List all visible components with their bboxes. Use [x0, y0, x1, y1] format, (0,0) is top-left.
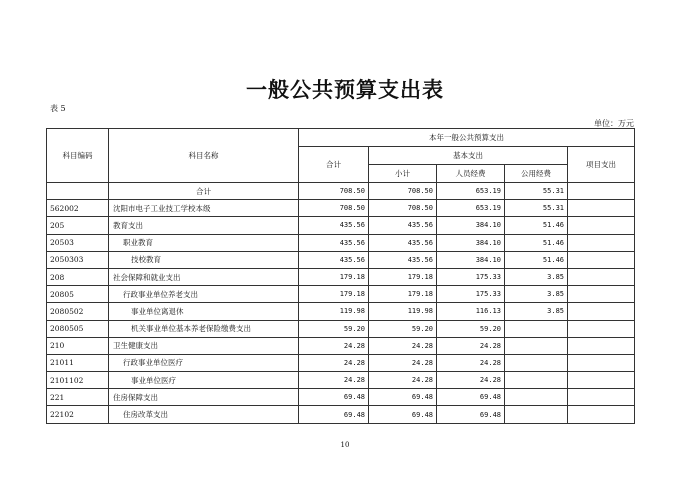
cell-subtotal: 69.48 — [369, 389, 437, 406]
cell-code: 2101102 — [47, 372, 109, 389]
header-code: 科目编码 — [47, 129, 109, 183]
table-row — [47, 217, 635, 234]
cell-name: 行政事业单位医疗 — [109, 354, 299, 371]
cell-name: 教育支出 — [109, 217, 299, 234]
cell-public — [505, 320, 568, 337]
budget-table — [46, 128, 635, 424]
cell-project — [568, 303, 635, 320]
cell-code: 22102 — [47, 406, 109, 423]
cell-subtotal: 708.50 — [369, 200, 437, 217]
cell-public: 55.31 — [505, 200, 568, 217]
cell-subtotal: 119.98 — [369, 303, 437, 320]
cell-public: 51.46 — [505, 234, 568, 251]
cell-personnel: 384.10 — [437, 234, 505, 251]
cell-project — [568, 372, 635, 389]
cell-total: 708.50 — [299, 200, 369, 217]
cell-total: 119.98 — [299, 303, 369, 320]
cell-personnel: 59.20 — [437, 320, 505, 337]
cell-project — [568, 217, 635, 234]
table-row — [47, 234, 635, 251]
cell-personnel: 24.28 — [437, 372, 505, 389]
cell-personnel: 24.28 — [437, 354, 505, 371]
cell-project — [568, 200, 635, 217]
cell-public — [505, 389, 568, 406]
cell-personnel: 69.48 — [437, 389, 505, 406]
cell-code — [47, 183, 109, 200]
cell-personnel: 384.10 — [437, 217, 505, 234]
cell-project — [568, 234, 635, 251]
cell-project — [568, 286, 635, 303]
header-name: 科目名称 — [109, 129, 299, 183]
cell-public: 3.85 — [505, 286, 568, 303]
cell-name: 事业单位离退休 — [109, 303, 299, 320]
cell-project — [568, 337, 635, 354]
cell-project — [568, 251, 635, 268]
cell-code: 2050303 — [47, 251, 109, 268]
cell-personnel: 116.13 — [437, 303, 505, 320]
cell-public: 51.46 — [505, 251, 568, 268]
cell-total: 59.20 — [299, 320, 369, 337]
table-row — [47, 268, 635, 285]
cell-subtotal: 24.28 — [369, 337, 437, 354]
cell-total: 24.28 — [299, 337, 369, 354]
cell-personnel: 69.48 — [437, 406, 505, 423]
cell-project — [568, 268, 635, 285]
table-row — [47, 320, 635, 337]
table-body — [47, 183, 635, 424]
cell-total: 435.56 — [299, 234, 369, 251]
cell-code: 562002 — [47, 200, 109, 217]
cell-name: 机关事业单位基本养老保险缴费支出 — [109, 320, 299, 337]
table-row — [47, 389, 635, 406]
document-title: 一般公共预算支出表 — [246, 77, 444, 102]
cell-subtotal: 435.56 — [369, 251, 437, 268]
cell-project — [568, 354, 635, 371]
table-row — [47, 200, 635, 217]
cell-subtotal: 435.56 — [369, 234, 437, 251]
cell-name: 合计 — [109, 183, 299, 200]
cell-total: 24.28 — [299, 354, 369, 371]
cell-code: 208 — [47, 268, 109, 285]
unit-label: 单位：万元 — [594, 119, 634, 128]
cell-total: 69.48 — [299, 406, 369, 423]
cell-subtotal: 179.18 — [369, 286, 437, 303]
cell-personnel: 175.33 — [437, 268, 505, 285]
header-public: 公用经费 — [505, 165, 568, 183]
cell-subtotal: 435.56 — [369, 217, 437, 234]
cell-public: 3.85 — [505, 303, 568, 320]
cell-personnel: 384.10 — [437, 251, 505, 268]
cell-total: 69.48 — [299, 389, 369, 406]
table-row — [47, 183, 635, 200]
cell-public — [505, 337, 568, 354]
cell-total: 708.50 — [299, 183, 369, 200]
cell-code: 20805 — [47, 286, 109, 303]
cell-name: 行政事业单位养老支出 — [109, 286, 299, 303]
cell-public — [505, 354, 568, 371]
cell-code: 2080505 — [47, 320, 109, 337]
cell-personnel: 653.19 — [437, 200, 505, 217]
table-row — [47, 303, 635, 320]
header-subtotal: 小计 — [369, 165, 437, 183]
cell-public — [505, 406, 568, 423]
header-basic: 基本支出 — [369, 147, 568, 165]
cell-total: 179.18 — [299, 268, 369, 285]
cell-personnel: 653.19 — [437, 183, 505, 200]
cell-code: 205 — [47, 217, 109, 234]
cell-name: 社会保障和就业支出 — [109, 268, 299, 285]
cell-code: 2080502 — [47, 303, 109, 320]
header-group: 本年一般公共预算支出 — [299, 129, 635, 147]
table-row — [47, 337, 635, 354]
cell-code: 20503 — [47, 234, 109, 251]
cell-name: 职业教育 — [109, 234, 299, 251]
cell-subtotal: 179.18 — [369, 268, 437, 285]
cell-name: 事业单位医疗 — [109, 372, 299, 389]
table-number: 表 5 — [50, 104, 66, 113]
cell-public: 3.85 — [505, 268, 568, 285]
cell-name: 技校教育 — [109, 251, 299, 268]
cell-name: 卫生健康支出 — [109, 337, 299, 354]
cell-total: 179.18 — [299, 286, 369, 303]
cell-project — [568, 320, 635, 337]
table-row — [47, 286, 635, 303]
cell-public — [505, 372, 568, 389]
cell-subtotal: 59.20 — [369, 320, 437, 337]
cell-total: 435.56 — [299, 217, 369, 234]
header-personnel: 人员经费 — [437, 165, 505, 183]
cell-total: 24.28 — [299, 372, 369, 389]
cell-total: 435.56 — [299, 251, 369, 268]
cell-code: 210 — [47, 337, 109, 354]
table-row — [47, 251, 635, 268]
cell-public: 55.31 — [505, 183, 568, 200]
table-row — [47, 372, 635, 389]
cell-name: 住房改革支出 — [109, 406, 299, 423]
table-row — [47, 406, 635, 423]
page-number: 10 — [340, 441, 350, 449]
cell-subtotal: 708.50 — [369, 183, 437, 200]
table-row — [47, 354, 635, 371]
cell-project — [568, 183, 635, 200]
cell-personnel: 24.28 — [437, 337, 505, 354]
cell-subtotal: 69.48 — [369, 406, 437, 423]
cell-code: 221 — [47, 389, 109, 406]
cell-name: 住房保障支出 — [109, 389, 299, 406]
header-project: 项目支出 — [568, 147, 635, 183]
cell-project — [568, 389, 635, 406]
cell-name: 沈阳市电子工业技工学校本级 — [109, 200, 299, 217]
cell-subtotal: 24.28 — [369, 354, 437, 371]
cell-subtotal: 24.28 — [369, 372, 437, 389]
cell-project — [568, 406, 635, 423]
cell-public: 51.46 — [505, 217, 568, 234]
header-total: 合计 — [299, 147, 369, 183]
cell-personnel: 175.33 — [437, 286, 505, 303]
cell-code: 21011 — [47, 354, 109, 371]
